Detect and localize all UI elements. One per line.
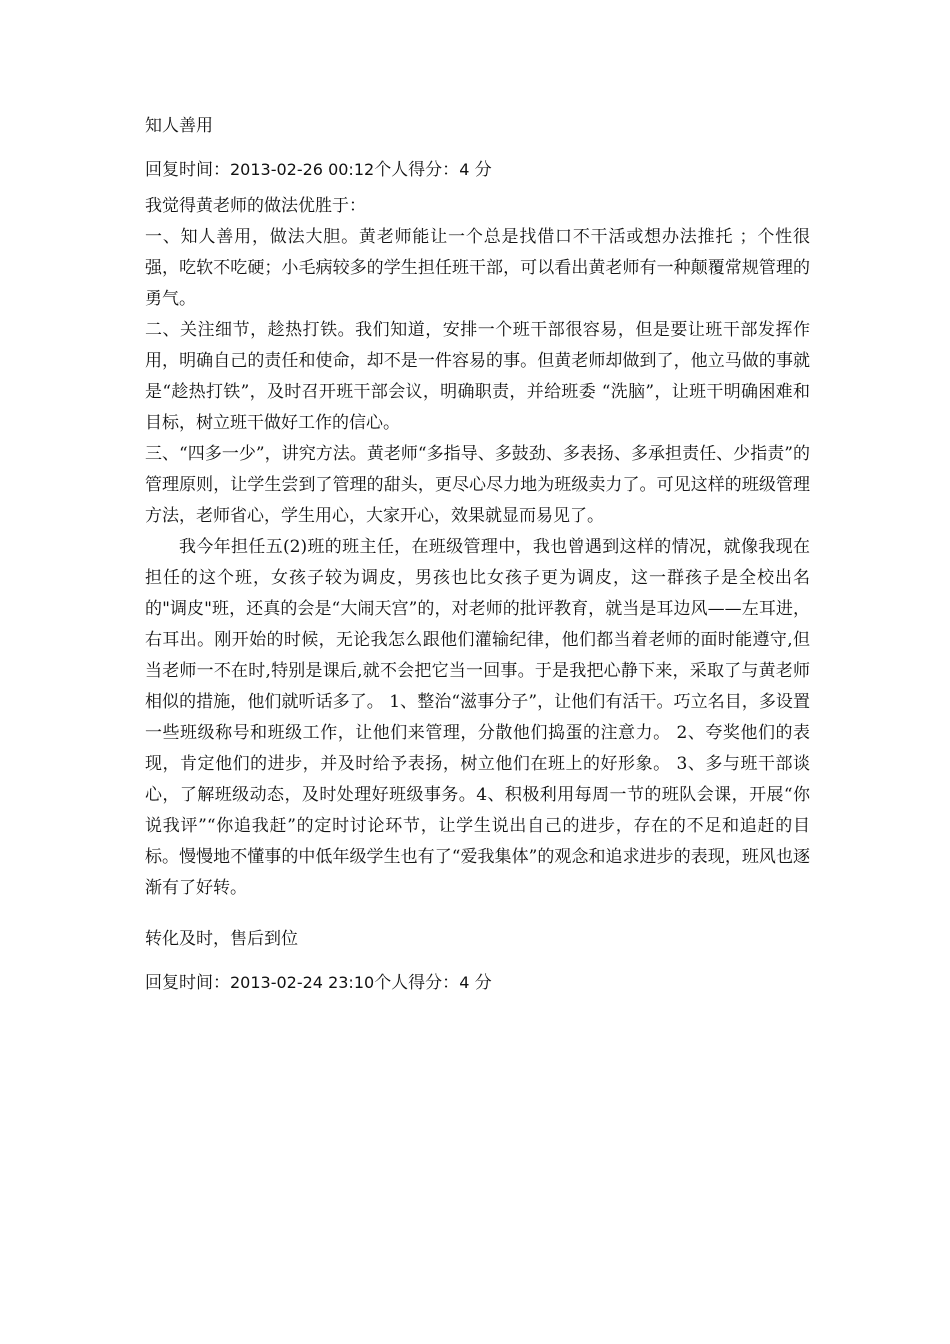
score-unit: 分 xyxy=(474,160,492,180)
post-1-point-1: 一、知人善用，做法大胆。黄老师能让一个总是找借口不干活或想办法推托 ；个性很强，吃软不吃硬；小毛病较多的学生担任班干部，可以看出黄老师有一种颠覆常规管理的勇气。 xyxy=(145,227,810,309)
reply-datetime: 2013-02-24 23:10 xyxy=(230,973,375,992)
post-1-experience: 我今年担任五(2)班的班主任，在班级管理中，我也曾遇到这样的情况，就像我现在担任的这个班，女孩子较为调皮，男孩也比女孩子更为调皮，这一群孩子是全校出名的"调皮"班，还真的会是“大闹天宫”的，对老师的批评教育，就当是耳边风——左耳进，右耳出。刚开始的时候，无论我怎么跟他们灌输纪律，他们都当着老师的面时能遵守,但当老师一不在时,特别是课后,就不会把它当一回事。于是我把心静下来，采取了与黄老师相似的措施，他们就听话多了。 1、整治“滋事分子”，让他们有活干。巧立名目，多设置一些班级称号和班级工作，让他们来管理，分散他们捣蛋的注意力。 2、夸奖他们的表现，肯定他们的进步，并及时给予表扬，树立他们在班上的好形象。 3、多与班干部谈心，了解班级动态，及时处理好班级事务。4、积极利用每周一节的班队会课，开展“你说我评”“你追我赶”的定时讨论环节，让学生说出自己的进步，存在的不足和追赶的目标。慢慢地不懂事的中低年级学生也有了“爱我集体”的观念和追求进步的表现，班风也逐渐有了好转。 xyxy=(145,537,810,898)
score-label: 个人得分： xyxy=(374,973,460,993)
score-value: 4 xyxy=(459,160,470,179)
post-2-meta xyxy=(145,970,810,996)
score-unit: 分 xyxy=(474,973,492,993)
post-1-intro: 我觉得黄老师的做法优胜于： xyxy=(145,196,366,216)
post-1-title: 知人善用 xyxy=(145,116,213,136)
post-1-point-2: 二、关注细节，趁热打铁。我们知道，安排一个班干部很容易，但是要让班干部发挥作用，明确自己的责任和使命，却不是一件容易的事。但黄老师却做到了，他立马做的事就是“趁热打铁”，及时召开班干部会议，明确职责，并给班委 “洗脑”，让班干明确困难和目标，树立班干做好工作的信心。 xyxy=(145,320,810,433)
post-1-point-3: 三、“四多一少”，讲究方法。黄老师“多指导、多鼓劲、多表扬、多承担责任、少指责”的管理原则，让学生尝到了管理的甜头，更尽心尽力地为班级卖力了。可见这样的班级管理方法，老师省心，学生用心，大家开心，效果就显而易见了。 xyxy=(145,444,810,526)
score-value: 4 xyxy=(459,973,470,992)
reply-time-label: 回复时间： xyxy=(145,160,230,180)
reply-datetime: 2013-02-26 00:12 xyxy=(230,160,375,179)
post-2-title: 转化及时，售后到位 xyxy=(145,929,298,949)
document-page xyxy=(145,113,810,1004)
post-1-meta xyxy=(145,157,810,183)
score-label: 个人得分： xyxy=(374,160,460,180)
reply-time-label: 回复时间： xyxy=(145,973,230,993)
